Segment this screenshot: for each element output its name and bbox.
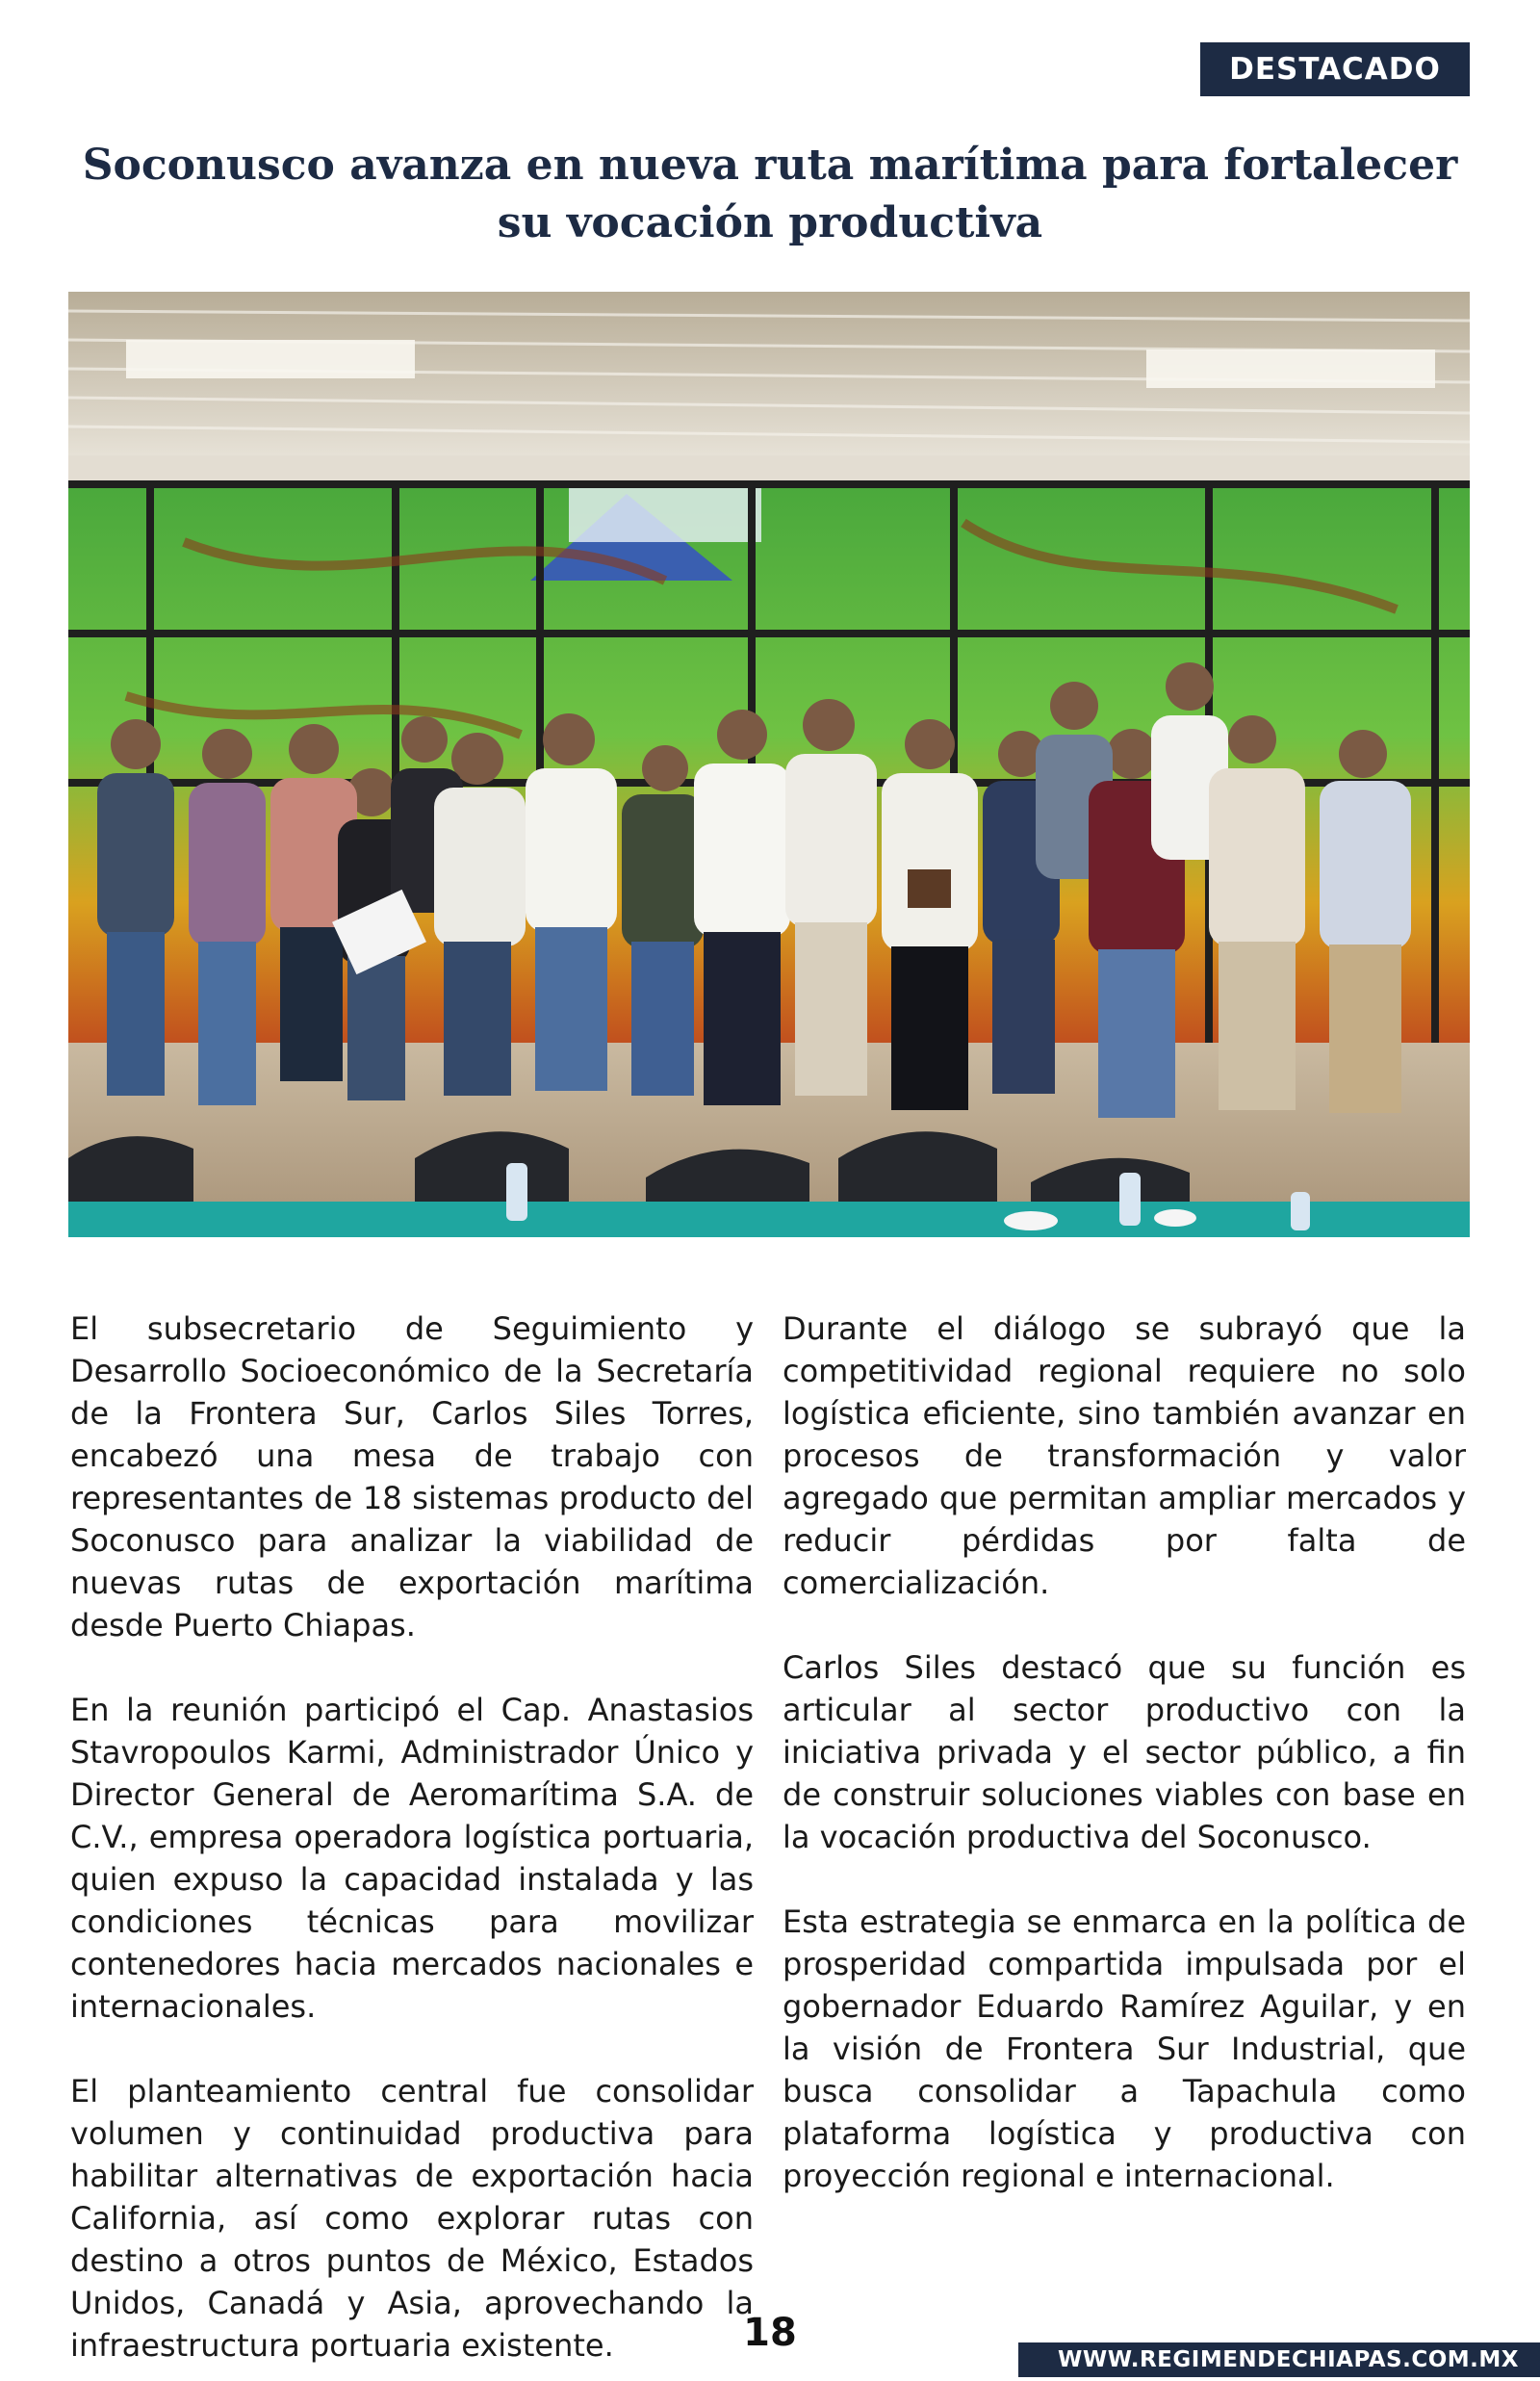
paragraph: El subsecretario de Seguimiento y Desarrollo Socioeconómico de la Secretaría de la Frontera Sur, Carlos Siles Torres, encabezó una mesa de trabajo con representantes de 18 sistemas producto del Soconusco para analizar la viabilidad de nuevas rutas de exportación marítima desde Puerto Chiapas. [70,1310,754,1643]
group-photo-image [68,292,1470,1237]
paragraph: En la reunión participó el Cap. Anastasios Stavropoulos Karmi, Administrador Único y Director General de Aeromarítima S.A. de C.V., empresa operadora logística portuaria, quien expuso la capacidad instalada y las condiciones técnicas para movilizar contenedores hacia mercados nacionales e internacionales. [70,1692,754,2025]
footer-url-text: WWW.REGIMENDECHIAPAS.COM.MX [1058,2347,1519,2372]
article-column-left [70,1307,754,2381]
section-badge: DESTACADO [1200,42,1470,96]
paragraph: Durante el diálogo se subrayó que la competitividad regional requiere no solo logística eficiente, sino también avanzar en procesos de transformación y valor agregado que permitan ampliar mercados y reducir pérdidas por falta de comercialización. [783,1310,1466,1601]
paragraph: Carlos Siles destacó que su función es articular al sector productivo con la iniciativa privada y el sector público, a fin de construir soluciones viables con base en la vocación productiva del Soconusco. [783,1649,1466,1855]
footer-website-link[interactable] [1018,2342,1540,2377]
paragraph: El planteamiento central fue consolidar volumen y continuidad productiva para habilitar alternativas de exportación hacia California, así como explorar rutas con destino a otros puntos de México, Estados Unidos, Canadá y Asia, aprovechando la infraestructura portuaria existente. [70,2073,754,2364]
article-photo [68,292,1470,1237]
article-title: Soconusco avanza en nueva ruta marítima para fortalecer su vocación productiva [82,141,1458,247]
paragraph: Esta estrategia se enmarca en la política de prosperidad compartida impulsada por el gobernador Eduardo Ramírez Aguilar, y en la visión de Frontera Sur Industrial, que busca consolidar a Tapachula como plataforma logística y productiva con proyección regional e internacional. [783,1903,1466,2194]
article-column-right [783,1307,1466,2239]
page-number: 18 [743,2311,797,2355]
